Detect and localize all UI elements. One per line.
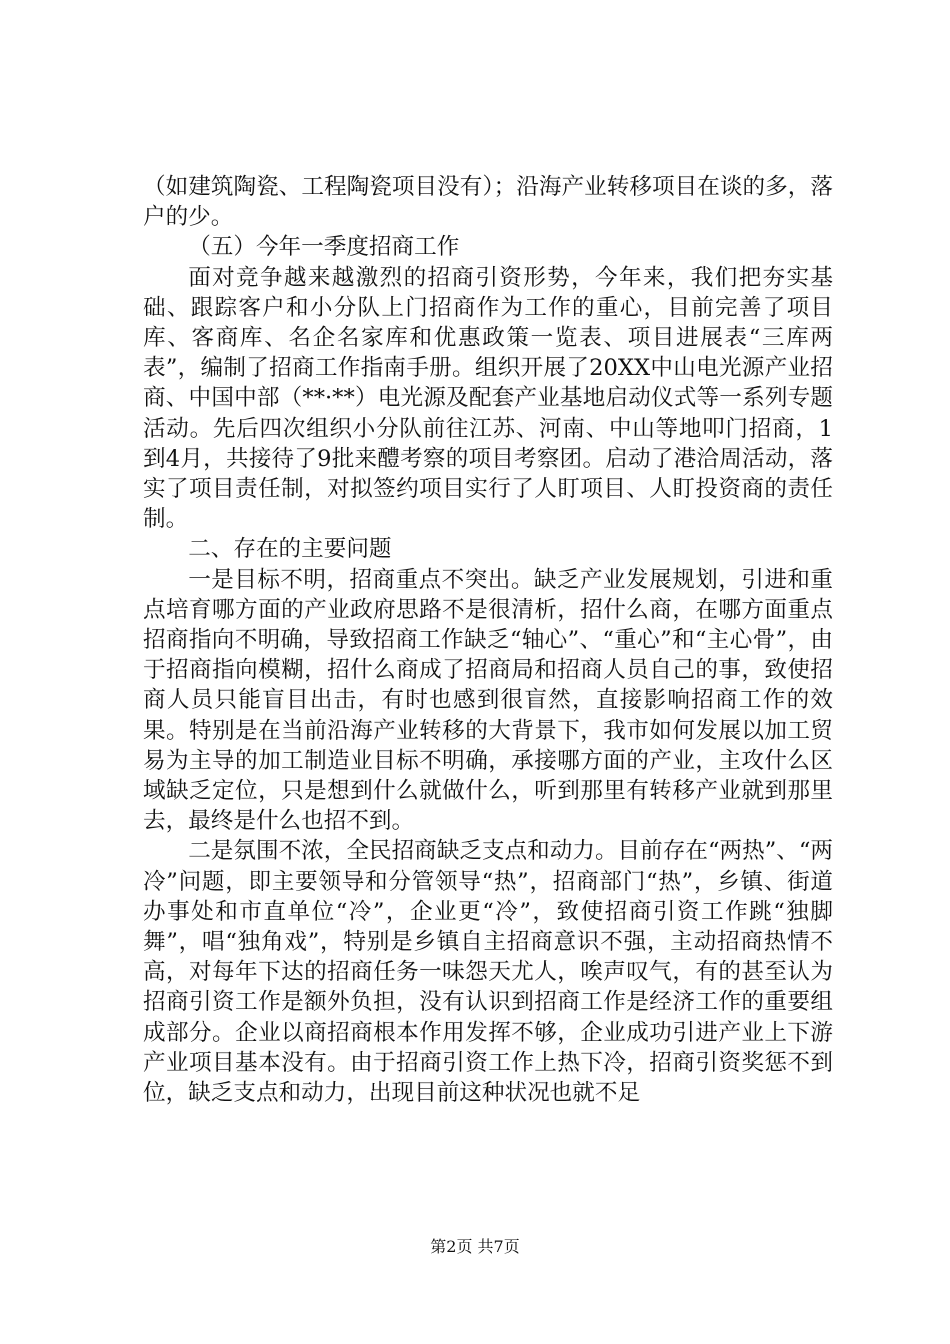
paragraph-continuation: （如建筑陶瓷、工程陶瓷项目没有）；沿海产业转移项目在谈的多，落户的少。 bbox=[143, 174, 833, 231]
paragraph-q1-work: 面对竞争越来越激烈的招商引资形势，今年来，我们把夯实基础、跟踪客户和小分队上门招商作为工作的重心，目前完善了项目库、客商库、名企名家库和优惠政策一览表、项目进展表“三库两表”，编制了招商工作指南手册。组织开展了20XX中山电光源产业招商、中国中部（**·**）电光源及配套产业基地启动仪式等一系列专题活动。先后四次组织小分队前往江苏、河南、中山等地叩门招商，1到4月，共接待了9批来醴考察的项目考察团。启动了港洽周活动，落实了项目责任制，对拟签约项目实行了人盯项目、人盯投资商的责任制。 bbox=[143, 264, 833, 533]
section-heading-q1-investment: （五）今年一季度招商工作 bbox=[188, 234, 460, 261]
document-body bbox=[143, 172, 833, 1108]
paragraph-problem-one: 一是目标不明，招商重点不突出。缺乏产业发展规划，引进和重点培育哪方面的产业政府思路不是很清析，招什么商，在哪方面重点招商指向不明确，导致招商工作缺乏“轴心”、“重心”和“主心骨”，由于招商指向模糊，招什么商成了招商局和招商人员自己的事，致使招商人员只能盲目出击，有时也感到很盲然，直接影响招商工作的效果。特别是在当前沿海产业转移的大背景下，我市如何发展以加工贸易为主导的加工制造业目标不明确，承接哪方面的产业，主攻什么区域缺乏定位，只是想到什么就做什么，听到那里有转移产业就到那里去，最终是什么也招不到。 bbox=[143, 566, 833, 835]
page-footer bbox=[0, 1237, 950, 1257]
paragraph-problem-two: 二是氛围不浓，全民招商缺乏支点和动力。目前存在“两热”、“两冷”问题，即主要领导和分管领导“热”，招商部门“热”，乡镇、街道办事处和市直单位“冷”，企业更“冷”，致使招商引资工作跳“独脚舞”，唱“独角戏”，特别是乡镇自主招商意识不强，主动招商热情不高，对每年下达的招商任务一味怨天尤人，唉声叹气，有的甚至认为招商引资工作是额外负担，没有认识到招商工作是经济工作的重要组成部分。企业以商招商根本作用发挥不够，企业成功引进产业上下游产业项目基本没有。由于招商引资工作上热下冷，招商引资奖惩不到位，缺乏支点和动力，出现目前这种状况也就不足 bbox=[143, 838, 833, 1107]
section-heading-main-problems: 二、存在的主要问题 bbox=[188, 536, 392, 563]
page-number-label: 第2页 共7页 bbox=[430, 1237, 520, 1256]
